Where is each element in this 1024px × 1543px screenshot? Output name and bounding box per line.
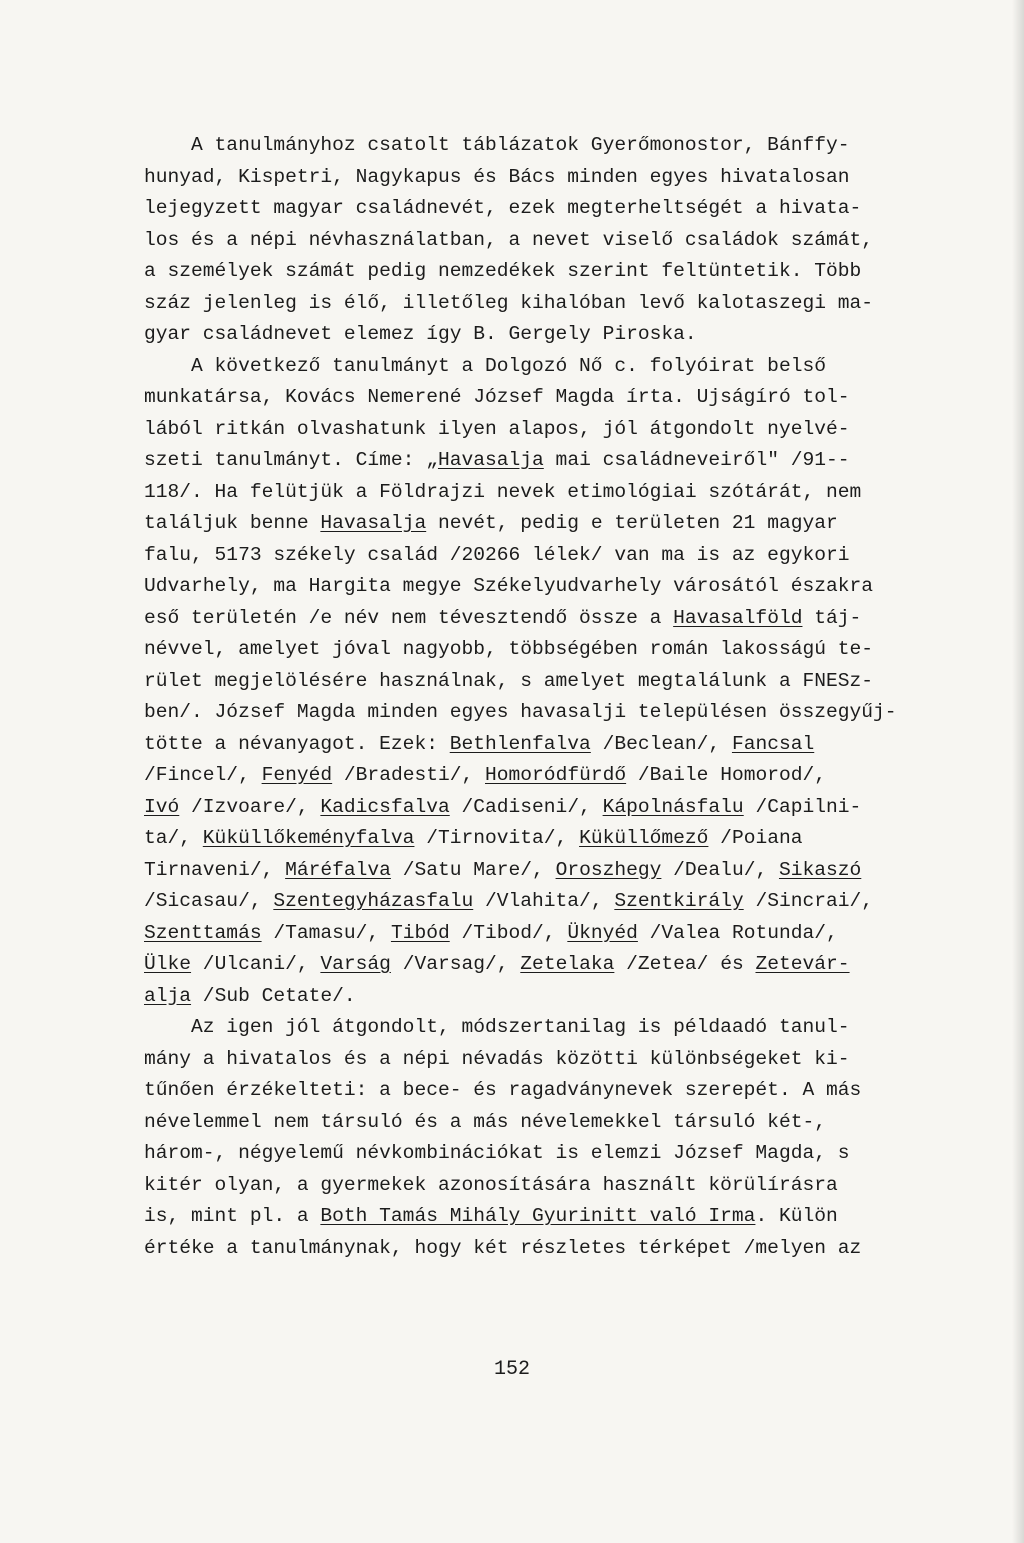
underlined-place-name: Varság [320, 953, 391, 975]
text-line: A következő tanulmányt a Dolgozó Nő c. folyóirat belső [144, 354, 826, 377]
text-line: /Sicasau/, Szentegyházasfalu /Vlahita/, Szentkirály /Sincrai/, [144, 890, 874, 912]
text-line: kitér olyan, a gyermekek azonosítására használt körülírásra [144, 1173, 838, 1196]
text-line: hunyad, Kispetri, Nagykapus és Bács minden egyes hivatalosan [144, 165, 850, 188]
text-line: Udvarhely, ma Hargita megye Székelyudvarhely városától északra [144, 575, 874, 597]
text-line: munkatársa, Kovács Nemerené József Magda írta. Ujságíró tol- [144, 386, 850, 408]
body-text [144, 130, 989, 1264]
underlined-place-name: Havasalja [437, 449, 544, 471]
text-line: gyar családnevet elemez így B. Gergely Piroska. [144, 323, 697, 345]
text-line: lejegyzett magyar családnevét, ezek megterheltségét a hivata- [144, 197, 862, 219]
text-line: Ivó /Izvoare/, Kadicsfalva /Cadiseni/, Kápolnásfalu /Capilni- [144, 795, 862, 818]
text-line: névelemmel nem társuló és a más névelemekkel társuló két-, [144, 1110, 826, 1133]
underlined-place-name: Szenttamás [144, 921, 262, 944]
underlined-place-name: Kápolnásfalu [602, 795, 744, 818]
underlined-place-name: Küküllőkeményfalva [202, 827, 415, 849]
underlined-place-name: Havasalföld [673, 606, 803, 629]
text-line: Az igen jól átgondolt, módszertanilag is példaadó tanul- [144, 1016, 850, 1038]
underlined-place-name: Homoródfürdő [485, 764, 627, 786]
text-line: A tanulmányhoz csatolt táblázatok Gyerőmonostor, Bánffy- [144, 134, 850, 156]
text-line: szeti tanulmányt. Címe: „Havasalja mai családneveiről" /91-- [144, 449, 850, 471]
text-line: ta/, Küküllőkeményfalva /Tirnovita/, Küküllőmező /Poiana [144, 827, 803, 849]
text-line: is, mint pl. a Both Tamás Mihály Gyurinitt való Irma. Külön [144, 1205, 838, 1227]
text-line: három-, négyelemű névkombinációkat is elemzi József Magda, s [144, 1142, 850, 1164]
text-line: értéke a tanulmánynak, hogy két részletes térképet /melyen az [144, 1236, 862, 1259]
text-line: 118/. Ha felütjük a Földrajzi nevek etimológiai szótárát, nem [144, 480, 862, 503]
underlined-place-name: Zetelaka [520, 953, 615, 975]
text-line: tötte a névanyagot. Ezek: Bethlenfalva /Beclean/, Fancsal [144, 732, 815, 755]
text-line: találjuk benne Havasalja nevét, pedig e területen 21 magyar [144, 512, 838, 534]
text-line: alja /Sub Cetate/. [144, 984, 356, 1007]
text-line: Szenttamás /Tamasu/, Tibód /Tibod/, Üknyéd /Valea Rotunda/, [144, 921, 838, 944]
underlined-place-name: Both Tamás Mihály Gyurinitt való Irma [320, 1205, 756, 1227]
text-line: ben/. József Magda minden egyes havasalji településen összegyűj- [144, 701, 897, 723]
text-line: mány a hivatalos és a népi névadás közötti különbségeket ki- [144, 1047, 850, 1070]
underlined-place-name: Kadicsfalva [320, 795, 450, 818]
page-number: 152 [493, 1358, 530, 1381]
text-line: névvel, amelyet jóval nagyobb, többségében román lakosságú te- [144, 638, 874, 660]
text-line: rület megjelölésére használnak, s amelyet megtalálunk a FNESz- [144, 669, 874, 692]
underlined-place-name: Oroszhegy [555, 858, 662, 881]
underlined-place-name: alja [144, 984, 192, 1007]
text-line: /Fincel/, Fenyéd /Bradesti/, Homoródfürdő /Baile Homorod/, [144, 764, 827, 786]
text-line: Ülke /Ulcani/, Varság /Varsag/, Zetelaka /Zetea/ és Zetevár- [144, 953, 850, 975]
underlined-place-name: Máréfalva [285, 858, 391, 881]
text-line: Tirnaveni/, Máréfalva /Satu Mare/, Oroszhegy /Dealu/, Sikaszó [144, 858, 862, 881]
underlined-place-name: Küküllőmező [579, 827, 709, 849]
text-line: tűnően érzékelteti: a bece- és ragadványnevek szerepét. A más [144, 1079, 862, 1101]
text-line: száz jelenleg is élő, illetőleg kihalóban levő kalotaszegi ma- [144, 291, 874, 314]
underlined-place-name: Fancsal [731, 732, 815, 755]
underlined-place-name: Bethlenfalva [449, 732, 591, 755]
text-line: los és a népi névhasználatban, a nevet viselő családok számát, [144, 228, 874, 251]
underlined-place-name: Tibód [390, 921, 450, 944]
underlined-place-name: Szentkirály [614, 890, 744, 912]
underlined-place-name: Ülke [144, 953, 192, 975]
text-line: falu, 5173 székely család /20266 lélek/ van ma is az egykori [144, 543, 850, 566]
underlined-place-name: Sikaszó [778, 858, 862, 881]
text-line: eső területén /e név nem tévesztendő össze a Havasalföld táj- [144, 606, 862, 629]
underlined-place-name: Üknyéd [567, 921, 638, 944]
underlined-place-name: Fenyéd [261, 764, 333, 786]
text-line: lából ritkán olvashatunk ilyen alapos, jól átgondolt nyelvé- [144, 417, 850, 440]
underlined-place-name: Havasalja [320, 512, 427, 534]
text-line: a személyek számát pedig nemzedékek szerint feltüntetik. Több [144, 260, 862, 282]
underlined-place-name: Ivó [144, 795, 180, 818]
underlined-place-name: Szentegyházasfalu [273, 890, 474, 912]
underlined-place-name: Zetevár- [755, 953, 850, 975]
page-edge-shadow [1012, 0, 1024, 1543]
